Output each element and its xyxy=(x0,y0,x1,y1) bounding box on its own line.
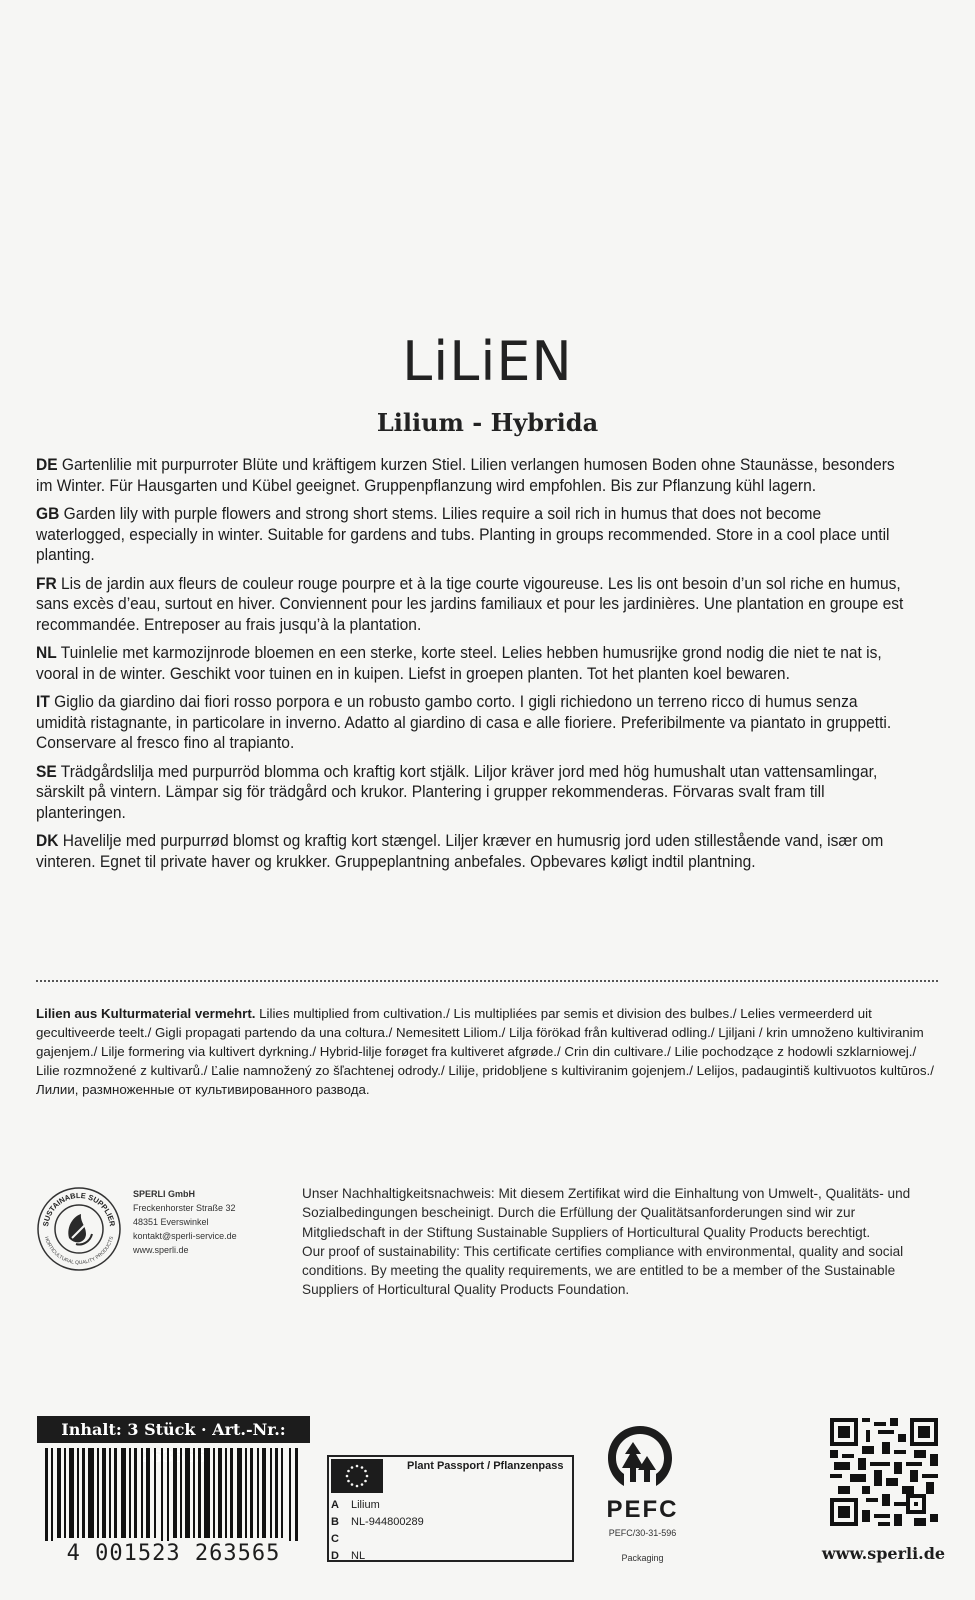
sustainable-supplier-seal xyxy=(36,1186,122,1272)
passport-title: Plant Passport / Pflanzenpass xyxy=(407,1460,564,1472)
sustainability-statement xyxy=(302,1184,942,1300)
culture-note-text: Lilies multiplied from cultivation./ Lis multipliées par semis et division des bulbes./ Lelies vermeerderd uit gecultiveerde teelt./ Gigli propagati partendo da una coltura./ Nemesitett Liliom./ Lilja förökad från kultiverad odling./ Ljiljani / krin umnoženo kultiviranim gajenjem./ Lilje formering via kultivert dyrkning./ Hybrid-lilje forøget fra kultiveret afgrøde./ Crin din cultivare./ Lilie pochodzące z hodowli szklarniowej./ Lilie rozmnožené z kultivarů./ Ľalie namnožený zo šľachtenej odrody./ Lilije, pridobljene s kultiviranim gojenjem./ Lelijos, padaugintiš kultivuotos kultūros./ Лилии, размноженные от культивированного развода. xyxy=(36,1006,934,1097)
description-gb xyxy=(36,504,906,566)
botanical-name: Lilium - Hybrida xyxy=(376,408,599,437)
culture-note xyxy=(36,1004,936,1099)
eu-flag-icon xyxy=(331,1459,383,1493)
qr-code[interactable] xyxy=(830,1418,938,1526)
passport-value: NL xyxy=(351,1550,366,1562)
supplier-street: Freckenhorster Straße 32 xyxy=(133,1203,236,1213)
website-link[interactable]: www.sperli.de xyxy=(821,1544,946,1563)
pefc-packaging-label: Packaging xyxy=(621,1553,664,1563)
passport-value: Lilium xyxy=(351,1499,380,1511)
passport-rows xyxy=(331,1497,424,1565)
language-code: DE xyxy=(36,456,58,474)
description-de xyxy=(36,455,906,496)
dotted-divider xyxy=(36,980,938,982)
pefc-logo-icon xyxy=(600,1420,680,1500)
passport-row xyxy=(331,1548,424,1565)
passport-value: NL-944800289 xyxy=(351,1516,424,1528)
passport-row xyxy=(331,1531,424,1548)
supplier-web[interactable]: www.sperli.de xyxy=(133,1245,189,1255)
seal-bottom-text: HORTICULTURAL QUALITY PRODUCTS xyxy=(42,1235,116,1267)
barcode-number: 4 001523 263565 xyxy=(37,1541,310,1566)
passport-key: D xyxy=(331,1550,339,1562)
language-code: DK xyxy=(36,832,59,850)
description-fr xyxy=(36,574,906,636)
passport-key: C xyxy=(331,1533,339,1545)
language-code: NL xyxy=(36,644,57,662)
description-nl xyxy=(36,643,906,684)
pefc-code: PEFC/30-31-596 xyxy=(608,1528,677,1538)
language-code: IT xyxy=(36,693,50,711)
barcode xyxy=(37,1448,310,1548)
seal-top-text: SUSTAINABLE SUPPLIER xyxy=(41,1190,117,1227)
culture-note-lead: Lilien aus Kulturmaterial vermehrt. xyxy=(36,1006,256,1021)
description-it xyxy=(36,692,906,754)
supplier-email[interactable]: kontakt@sperli-service.de xyxy=(133,1231,237,1241)
language-code: FR xyxy=(36,574,57,593)
description-dk xyxy=(36,831,906,872)
sustainability-de: Unser Nachhaltigkeitsnachweis: Mit diesem Zertifikat wird die Einhaltung von Umwelt-, Qualitäts- und Sozialbedingungen bescheinigt. Durch die Erfüllung der Qualitätsanforderungen sind wir zur Mitgliedschaft in der Stiftung Sustainable Suppliers of Horticultural Quality Products berechtigt. xyxy=(302,1186,911,1240)
passport-key: B xyxy=(331,1516,339,1528)
passport-row xyxy=(331,1497,424,1514)
description-text: Gartenlilie mit purpurroter Blüte und kräftigem kurzen Stiel. Lilien verlangen humosen Boden ohne Staunässe, besonders im Winter. Für Hausgarten und Kübel geeignet. Gruppenpflanzung wird empfohlen. Bis zur Pflanzung kühl lagern. xyxy=(36,456,895,495)
plant-passport xyxy=(327,1455,574,1562)
description-text: Giglio da giardino dai fiori rosso porpora e un robusto gambo corto. I gigli richiedono un terreno ricco di humus senza umidità ristagnante, in particolare in inverno. Adatto al giardino di casa e alle fioriere. Preferibilmente va piantato in gruppetti. Conservare al fresco fino al trapianto. xyxy=(36,693,892,752)
sustainability-en: Our proof of sustainability: This certificate certifies compliance with environmental, quality and social conditions. By meeting the quality requirements, we are entitled to be a member of the Sustainable Suppliers of Horticultural Quality Products Foundation. xyxy=(302,1243,904,1298)
passport-key: A xyxy=(331,1499,339,1511)
description-text: Lis de jardin aux fleurs de couleur rouge pourpre et à la tige courte vigoureuse. Les lis ont besoin d’un sol riche en humus, sans excès d’eau, surtout en hiver. Conviennent pour les jardins familiaux et pour les jardinières. Une plantation en groupe est recommandée. Entreposer au frais jusqu’à la plantation. xyxy=(36,574,904,634)
language-code: GB xyxy=(36,505,60,523)
supplier-city: 48351 Everswinkel xyxy=(133,1217,209,1227)
description-se xyxy=(36,762,906,824)
content-label: Inhalt: 3 Stück · Art.-Nr.: xyxy=(37,1416,310,1443)
supplier-name: SPERLI GmbH xyxy=(133,1189,196,1199)
product-title: LiLiEN xyxy=(402,330,573,393)
passport-row xyxy=(331,1514,424,1531)
language-code: SE xyxy=(36,762,57,781)
description-text: Havelilje med purpurrød blomst og kraftig kort stængel. Liljer kræver en humusrig jord uden stillestående vand, især om vinteren. Egnet til private haver og krukker. Gruppeplantning anbefales. Opbevares køligt indtil plantning. xyxy=(36,832,884,871)
description-block xyxy=(36,455,906,880)
description-text: Garden lily with purple flowers and strong short stems. Lilies require a soil rich in humus that does not become waterlogged, especially in winter. Suitable for gardens and tubs. Planting in groups recommended. Store in a cool place until planting. xyxy=(36,505,890,564)
description-text: Trädgårdslilja med purpurröd blomma och kraftig kort stjälk. Liljor kräver jord med hög humushalt utan vattensamlingar, särskilt på vintern. Lämpar sig för trädgård och krukor. Plantering i grupper rekommenderas. Förvaras svalt fram till planteringen. xyxy=(36,762,878,822)
supplier-address xyxy=(133,1187,237,1257)
description-text: Tuinlelie met karmozijnrode bloemen en een sterke, korte steel. Lelies hebben humusrijke grond nodig die niet te nat is, vooral in de winter. Geschikt voor tuinen en in kuipen. Liefst in groepen planten. Tot het planten koel bewaren. xyxy=(36,644,882,683)
pefc-wordmark: PEFC xyxy=(606,1496,679,1523)
